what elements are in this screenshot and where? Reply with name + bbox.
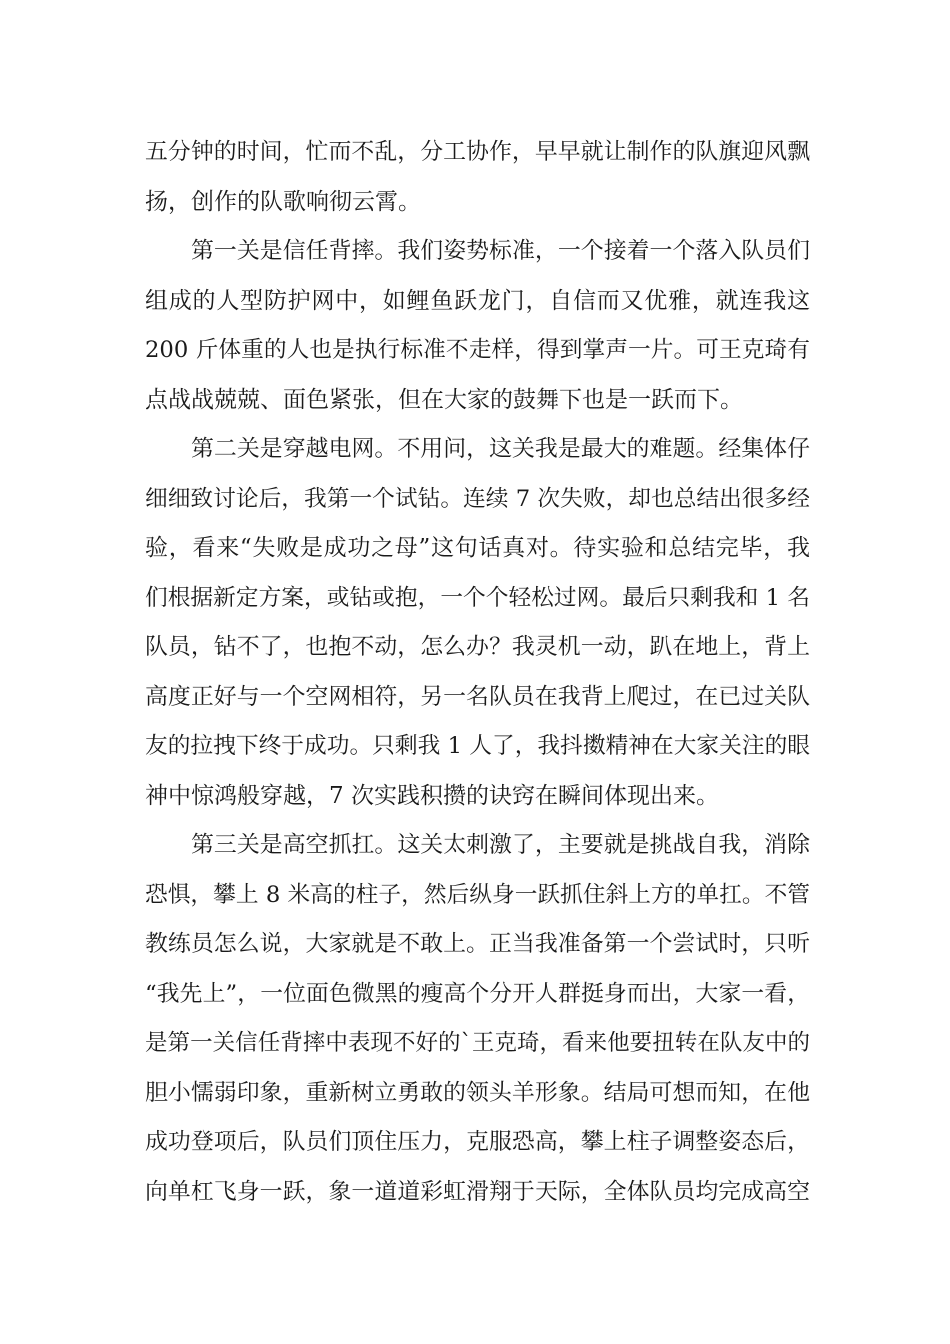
text-line: 点战战兢兢、面色紧张，但在大家的鼓舞下也是一跃而下。 xyxy=(145,386,743,413)
text-line: “我先上”，一位面色微黑的瘦高个分开人群挺身而出，大家一看， xyxy=(145,980,810,1007)
text-line: 验，看来“失败是成功之母”这句话真对。待实验和总结完毕，我 xyxy=(145,535,810,561)
text-line: 向单杠飞身一跃，象一道道彩虹滑翔于天际，全体队员均完成高空 xyxy=(145,1178,810,1205)
text-line: 五分钟的时间，忙而不乱，分工协作，早早就让制作的队旗迎风飘 xyxy=(145,139,810,165)
text-line: 恐惧，攀上 8 米高的柱子，然后纵身一跃抓住斜上方的单扛。不管 xyxy=(145,881,810,908)
paragraph-first-line: 第二关是穿越电网。不用问，这关我是最大的难题。经集体仔 xyxy=(191,436,810,462)
text-line: 扬，创作的队歌响彻云霄。 xyxy=(145,188,421,215)
text-line: 成功登项后，队员们顶住压力，克服恐高，攀上柱子调整姿态后， xyxy=(145,1129,810,1155)
text-line: 教练员怎么说，大家就是不敢上。正当我准备第一个尝试时，只听 xyxy=(145,931,810,957)
text-line: 组成的人型防护网中，如鲤鱼跃龙门，自信而又优雅，就连我这 xyxy=(145,287,810,314)
document-body xyxy=(145,128,810,1217)
text-line: 友的拉拽下终于成功。只剩我 1 人了，我抖擞精神在大家关注的眼 xyxy=(145,733,810,759)
text-line: 200 斤体重的人也是执行标准不走样，得到掌声一片。可王克琦有 xyxy=(145,337,810,363)
text-line: 神中惊鸿般穿越，7 次实践积攒的诀窍在瞬间体现出来。 xyxy=(145,782,719,809)
text-line: 胆小懦弱印象，重新树立勇敢的领头羊形象。结局可想而知，在他 xyxy=(145,1079,810,1106)
paragraph-first-line: 第一关是信任背摔。我们姿势标准，一个接着一个落入队员们 xyxy=(191,238,810,264)
text-line: 高度正好与一个空网相符，另一名队员在我背上爬过，在已过关队 xyxy=(145,683,810,710)
text-line: 细细致讨论后，我第一个试钻。连续 7 次失败，却也总结出很多经 xyxy=(145,485,810,512)
text-line: 是第一关信任背摔中表现不好的`王克琦，看来他要扭转在队友中的 xyxy=(145,1030,810,1056)
text-line: 们根据新定方案，或钻或抱，一个个轻松过网。最后只剩我和 1 名 xyxy=(145,584,810,611)
text-line: 队员，钻不了，也抱不动，怎么办？我灵机一动，趴在地上，背上 xyxy=(145,634,810,660)
paragraph-first-line: 第三关是高空抓扛。这关太刺激了，主要就是挑战自我，消除 xyxy=(191,832,810,858)
